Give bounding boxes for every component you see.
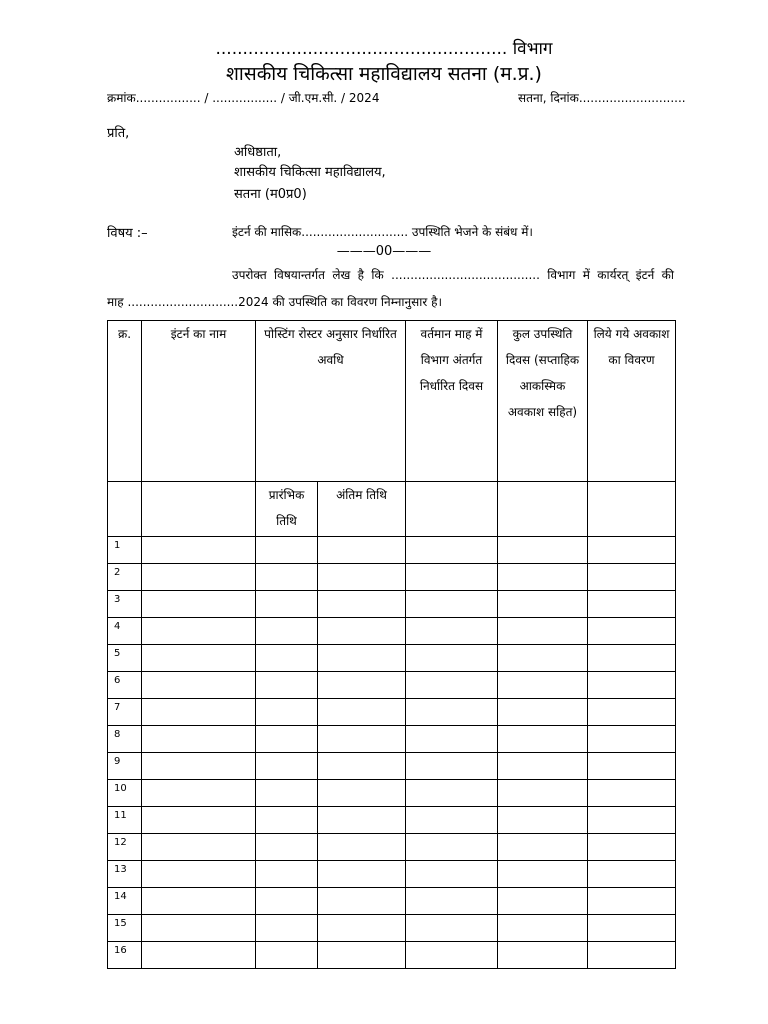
- header-sno: क्र.: [108, 321, 142, 482]
- row-number: 7: [108, 699, 142, 726]
- table-cell: [406, 537, 498, 564]
- table-cell: [588, 942, 676, 969]
- table-cell: [256, 834, 318, 861]
- table-cell: [498, 645, 588, 672]
- table-cell: [142, 537, 256, 564]
- table-cell: [406, 672, 498, 699]
- table-cell: [256, 942, 318, 969]
- table-cell: [406, 861, 498, 888]
- table-cell: [588, 861, 676, 888]
- row-number: 2: [108, 564, 142, 591]
- row-number: 9: [108, 753, 142, 780]
- row-number: 10: [108, 780, 142, 807]
- table-row: [108, 807, 676, 834]
- to-label: प्रति,: [107, 126, 130, 141]
- table-cell: [498, 861, 588, 888]
- college-title: शासकीय चिकित्सा महाविद्यालय सतना (म.प्र.): [226, 63, 542, 85]
- table-cell: [498, 915, 588, 942]
- table-cell: [142, 888, 256, 915]
- table-cell: [588, 915, 676, 942]
- table-cell: [318, 861, 406, 888]
- table-cell: [498, 888, 588, 915]
- row-number: 16: [108, 942, 142, 969]
- table-row: [108, 645, 676, 672]
- table-row: [108, 672, 676, 699]
- table-row: [108, 537, 676, 564]
- table-cell: [498, 672, 588, 699]
- table-cell: [498, 834, 588, 861]
- table-cell: [406, 618, 498, 645]
- table-cell: [588, 834, 676, 861]
- table-cell: [256, 699, 318, 726]
- table-cell: [318, 753, 406, 780]
- table-cell: [588, 591, 676, 618]
- subject-label: विषय :–: [107, 226, 148, 241]
- attendance-table: [107, 320, 676, 969]
- table-row: [108, 564, 676, 591]
- department-line: ...................................................... विभाग: [215, 39, 553, 59]
- row-number: 11: [108, 807, 142, 834]
- table-cell: [406, 564, 498, 591]
- table-cell: [256, 591, 318, 618]
- table-cell: [498, 618, 588, 645]
- table-cell: [588, 780, 676, 807]
- row-number: 6: [108, 672, 142, 699]
- place-date: सतना, दिनांक............................: [518, 91, 686, 105]
- table-cell: [256, 537, 318, 564]
- body-line-1: उपरोक्त विषयान्तर्गत लेख है कि ....................................... विभाग में कार्यरत् इंटर्न की: [232, 268, 674, 282]
- table-cell: [256, 780, 318, 807]
- table-row: [108, 942, 676, 969]
- subheader-empty: [406, 482, 498, 537]
- table-cell: [406, 834, 498, 861]
- reference-number: क्रमांक................. / ................. / जी.एम.सी. / 2024: [107, 91, 380, 105]
- header-current-month-days: वर्तमान माह में विभाग अंतर्गत निर्धारित दिवस: [406, 321, 498, 482]
- table-cell: [142, 753, 256, 780]
- table-cell: [142, 861, 256, 888]
- table-row: [108, 780, 676, 807]
- table-cell: [256, 807, 318, 834]
- table-cell: [318, 564, 406, 591]
- header-leave-details: लिये गये अवकाश का विवरण: [588, 321, 676, 482]
- table-row: [108, 618, 676, 645]
- table-cell: [318, 807, 406, 834]
- table-cell: [406, 807, 498, 834]
- table-cell: [142, 645, 256, 672]
- table-cell: [498, 780, 588, 807]
- row-number: 13: [108, 861, 142, 888]
- row-number: 5: [108, 645, 142, 672]
- table-cell: [406, 942, 498, 969]
- table-cell: [588, 672, 676, 699]
- table-cell: [256, 672, 318, 699]
- subheader-empty: [588, 482, 676, 537]
- table-cell: [406, 699, 498, 726]
- table-cell: [318, 834, 406, 861]
- table-cell: [318, 645, 406, 672]
- table-row: [108, 861, 676, 888]
- header-posting-period: पोस्टिंग रोस्टर अनुसार निर्धारित अवधि: [256, 321, 406, 482]
- table-cell: [406, 915, 498, 942]
- table-cell: [406, 591, 498, 618]
- subheader-empty: [108, 482, 142, 537]
- table-cell: [256, 645, 318, 672]
- subheader-start-date: प्रारंभिक तिथि: [256, 482, 318, 537]
- recipient-line-3: सतना (म0प्र0): [234, 187, 307, 202]
- table-cell: [318, 915, 406, 942]
- table-cell: [406, 645, 498, 672]
- table-cell: [142, 834, 256, 861]
- table-cell: [256, 618, 318, 645]
- row-number: 14: [108, 888, 142, 915]
- subject-text: इंटर्न की मासिक............................ उपस्थिति भेजने के संबंध में।: [232, 225, 533, 239]
- table-cell: [142, 564, 256, 591]
- table-cell: [588, 564, 676, 591]
- table-cell: [318, 618, 406, 645]
- header-total-attendance: कुल उपस्थिति दिवस (सप्ताहिक आकस्मिक अवकाश सहित): [498, 321, 588, 482]
- recipient-line-1: अधिष्ठाता,: [234, 145, 282, 160]
- table-cell: [142, 780, 256, 807]
- table-cell: [406, 888, 498, 915]
- table-cell: [498, 564, 588, 591]
- table-cell: [318, 591, 406, 618]
- table-cell: [588, 753, 676, 780]
- row-number: 8: [108, 726, 142, 753]
- table-row: [108, 834, 676, 861]
- header-name: इंटर्न का नाम: [142, 321, 256, 482]
- table-cell: [318, 888, 406, 915]
- table-cell: [588, 537, 676, 564]
- table-row: [108, 726, 676, 753]
- table-cell: [142, 672, 256, 699]
- table-cell: [406, 753, 498, 780]
- table-cell: [318, 780, 406, 807]
- table-row: [108, 753, 676, 780]
- table-row: [108, 591, 676, 618]
- table-cell: [498, 699, 588, 726]
- subheader-empty: [498, 482, 588, 537]
- table-cell: [406, 780, 498, 807]
- table-cell: [588, 888, 676, 915]
- table-cell: [256, 753, 318, 780]
- row-number: 15: [108, 915, 142, 942]
- table-cell: [256, 888, 318, 915]
- table-cell: [142, 618, 256, 645]
- table-cell: [256, 915, 318, 942]
- table-cell: [318, 942, 406, 969]
- row-number: 1: [108, 537, 142, 564]
- table-cell: [498, 537, 588, 564]
- table-cell: [142, 591, 256, 618]
- table-cell: [406, 726, 498, 753]
- table-cell: [318, 537, 406, 564]
- table-cell: [318, 726, 406, 753]
- subheader-row: [108, 482, 676, 537]
- table-cell: [588, 807, 676, 834]
- recipient-line-2: शासकीय चिकित्सा महाविद्यालय,: [234, 165, 386, 180]
- table-cell: [318, 672, 406, 699]
- table-cell: [588, 618, 676, 645]
- table-cell: [142, 807, 256, 834]
- table-cell: [142, 699, 256, 726]
- table-cell: [318, 699, 406, 726]
- table-cell: [588, 726, 676, 753]
- header-row: [108, 321, 676, 482]
- table-cell: [498, 726, 588, 753]
- table-cell: [142, 942, 256, 969]
- row-number: 3: [108, 591, 142, 618]
- table-cell: [498, 591, 588, 618]
- row-number: 12: [108, 834, 142, 861]
- table-row: [108, 888, 676, 915]
- table-cell: [588, 645, 676, 672]
- table-cell: [256, 726, 318, 753]
- table-row: [108, 699, 676, 726]
- subheader-empty: [142, 482, 256, 537]
- table-cell: [498, 807, 588, 834]
- divider: ———00———: [336, 244, 432, 259]
- table-cell: [142, 726, 256, 753]
- table-cell: [256, 861, 318, 888]
- table-cell: [498, 753, 588, 780]
- body-line-2: माह .............................2024 की उपस्थिति का विवरण निम्नानुसार है।: [107, 295, 443, 309]
- table-cell: [588, 699, 676, 726]
- subheader-end-date: अंतिम तिथि: [318, 482, 406, 537]
- table-cell: [256, 564, 318, 591]
- row-number: 4: [108, 618, 142, 645]
- table-row: [108, 915, 676, 942]
- table-cell: [498, 942, 588, 969]
- table-cell: [142, 915, 256, 942]
